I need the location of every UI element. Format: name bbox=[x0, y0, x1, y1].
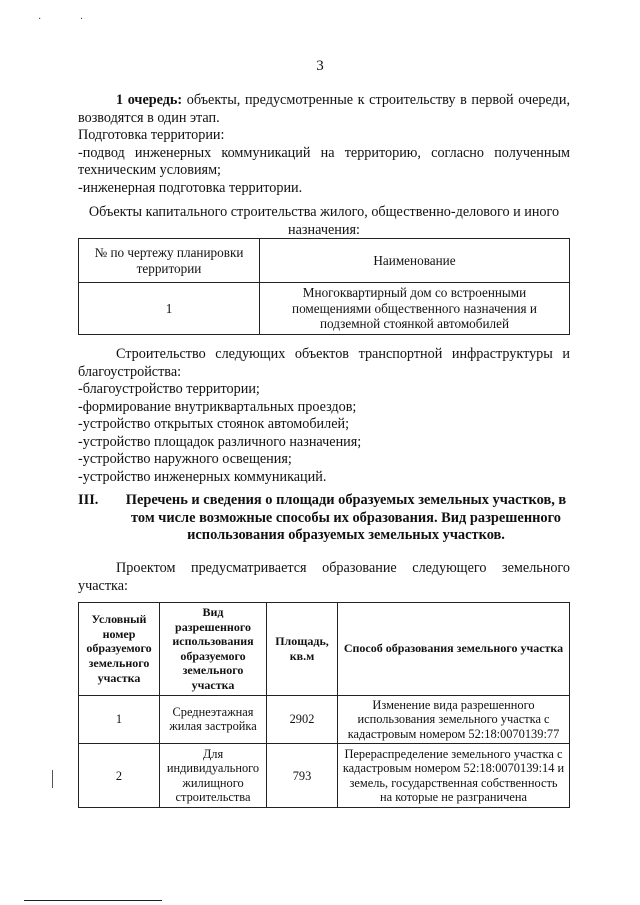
objects-table bbox=[78, 238, 570, 335]
cell: 2 bbox=[79, 744, 160, 808]
plots-table bbox=[78, 602, 570, 808]
first-stage-text: объекты, предусмотренные к строительству в первой очереди, возводятся в один этап. bbox=[78, 92, 570, 126]
scan-marks: · · bbox=[38, 14, 102, 25]
table-header-row bbox=[79, 239, 570, 283]
plots-table-wrap bbox=[78, 602, 570, 808]
table-row bbox=[79, 695, 570, 744]
infra-item: -формирование внутриквартальных проездов; bbox=[78, 398, 357, 415]
cell: 793 bbox=[267, 744, 338, 808]
prep-item: -подвод инженерных коммуникаций на территорию, согласно полученным техническим условиям; bbox=[78, 144, 570, 178]
header-cell: Условный номер образуемого земельного участка bbox=[79, 603, 160, 696]
cell: Многоквартирный дом со встроенными помещениями общественного назначения и подземной стоянкой автомобилей bbox=[260, 283, 570, 335]
cell: 1 bbox=[79, 695, 160, 744]
table-row bbox=[79, 283, 570, 335]
cell: Для индивидуального жилищного строительства bbox=[160, 744, 267, 808]
cell: 2902 bbox=[267, 695, 338, 744]
header-cell: Площадь, кв.м bbox=[267, 603, 338, 696]
first-stage-label: 1 очередь: bbox=[116, 92, 183, 108]
margin-mark bbox=[52, 770, 53, 788]
table-header-row bbox=[79, 603, 570, 696]
header-cell: Вид разрешенного использования образуемого земельного участка bbox=[160, 603, 267, 696]
table-row bbox=[79, 744, 570, 808]
objects-caption bbox=[78, 204, 570, 239]
section-number: III. bbox=[78, 492, 99, 508]
objects-caption-text: Объекты капитального строительства жилого, общественно-делового и иного назначения: bbox=[88, 204, 560, 238]
footnote-rule bbox=[24, 900, 162, 901]
infra-item: -устройство инженерных коммуникаций. bbox=[78, 468, 327, 485]
prep-item: -инженерная подготовка территории. bbox=[78, 179, 303, 196]
cell: Среднеэтажная жилая застройка bbox=[160, 695, 267, 744]
infra-item: -устройство площадок различного назначения; bbox=[78, 433, 362, 450]
section-heading bbox=[78, 492, 570, 545]
plots-intro: Проектом предусматривается образование следующего земельного участка: bbox=[78, 560, 570, 594]
infra-item: -устройство наружного освещения; bbox=[78, 451, 292, 467]
page-number: 3 bbox=[316, 58, 324, 74]
header-cell: № по чертежу планировки территории bbox=[79, 239, 260, 283]
infra-item: -устройство открытых стоянок автомобилей; bbox=[78, 416, 350, 432]
cell: Изменение вида разрешенного использования земельного участка с кадастровым номером 52:18:0070139:77 bbox=[338, 695, 570, 744]
infra-item: -благоустройство территории; bbox=[78, 381, 260, 397]
header-cell: Способ образования земельного участка bbox=[338, 603, 570, 696]
prep-title: Подготовка территории: bbox=[78, 127, 225, 143]
cell: Перераспределение земельного участка с кадастровым номером 52:18:0070139:14 и земель, государственная собственность на которые не разграничена bbox=[338, 744, 570, 808]
objects-table-wrap bbox=[78, 238, 570, 335]
infra-intro: Строительство следующих объектов транспортной инфраструктуры и благоустройства: bbox=[78, 346, 570, 380]
plots-intro-block bbox=[78, 560, 570, 595]
cell: 1 bbox=[79, 283, 260, 335]
first-stage-paragraph bbox=[78, 92, 570, 127]
intro-block bbox=[78, 92, 570, 197]
section-title: Перечень и сведения о площади образуемых земельных участков, в том числе возможные способы их образования. Вид разрешенного использования образуемых земельных участков. bbox=[125, 492, 567, 543]
header-cell: Наименование bbox=[260, 239, 570, 283]
infra-block bbox=[78, 346, 570, 486]
